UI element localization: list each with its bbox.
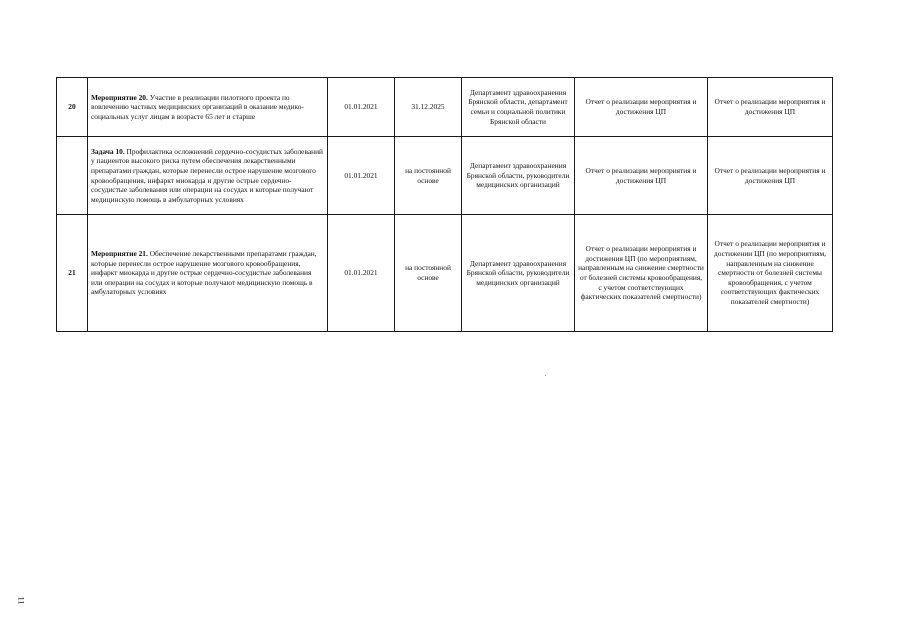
- table-row: [57, 215, 833, 332]
- task-cell: [88, 137, 328, 215]
- responsible-cell: Департамент здравоохранения Брянской области, руководители медицинских организаций: [462, 137, 575, 215]
- report-cell-2: Отчет о реализации мероприятия и достижении ЦП (по мероприятиям, направленным на снижение смертности от болезней системы кровообращения, с учетом соответствующих фактических показателей смертности): [708, 215, 833, 332]
- table-row: [57, 137, 833, 215]
- responsible-cell: Департамент здравоохранения Брянской области, департамент семьи и социальной политики Брянской области: [462, 78, 575, 137]
- responsible-cell: Департамент здравоохранения Брянской области, руководители медицинских организаций: [462, 215, 575, 332]
- end-date: на постоянной основе: [395, 215, 462, 332]
- page-number: 11: [16, 596, 26, 605]
- report-cell-1: Отчет о реализации мероприятия и достижения ЦП (по мероприятиям, направленным на снижение смертности от болезней системы кровообращения, с учетом соответствующих фактических показателей смертности): [575, 215, 708, 332]
- activity-lead: Мероприятие 20.: [91, 92, 148, 102]
- end-date: на постоянной основе: [395, 137, 462, 215]
- report-cell-1: Отчет о реализации мероприятия и достижения ЦП: [575, 78, 708, 137]
- activity-text: Обеспечение лекарственными препаратами граждан, которые перенесли острое нарушение мозгового кровообращения, инфаркт миокарда и другие острые сердечно-сосудистые заболевания или операции на сосудах и которые получают медицинскую помощь в амбулаторных условиях: [91, 249, 317, 297]
- row-number: [57, 137, 88, 215]
- row-number: 20: [57, 78, 88, 137]
- activity-text: Участие в реализации пилотного проекта по вовлечению частных медицинских организаций в оказание медико-социальных услуг лицам в возрасте 65 лет и старше: [91, 92, 304, 121]
- task-lead: Задача 10.: [91, 146, 125, 156]
- start-date: 01.01.2021: [328, 215, 395, 332]
- start-date: 01.01.2021: [328, 78, 395, 137]
- activity-lead: Мероприятие 21.: [91, 249, 148, 259]
- activity-cell: [88, 78, 328, 137]
- report-cell-2: Отчет о реализации мероприятия и достижения ЦП: [708, 78, 833, 137]
- task-text: Профилактика осложнений сердечно-сосудистых заболеваний у пациентов высокого риска путем обеспечения лекарственными препаратами граждан, которые перенесли острое нарушение мозгового кровообращения, инфаркт миокарда и другие острые сердечно-сосудистые заболевания или операции на сосудах и которые получают медицинскую помощь в амбулаторных условиях: [91, 146, 323, 204]
- table-row: [57, 78, 833, 137]
- report-cell-1: Отчет о реализации мероприятия и достижения ЦП: [575, 137, 708, 215]
- scan-speck: [545, 375, 546, 376]
- start-date: 01.01.2021: [328, 137, 395, 215]
- report-cell-2: Отчет о реализации мероприятия и достижения ЦП: [708, 137, 833, 215]
- row-number: 21: [57, 215, 88, 332]
- activity-cell: [88, 215, 328, 332]
- end-date: 31.12.2025: [395, 78, 462, 137]
- activities-table: [56, 77, 833, 332]
